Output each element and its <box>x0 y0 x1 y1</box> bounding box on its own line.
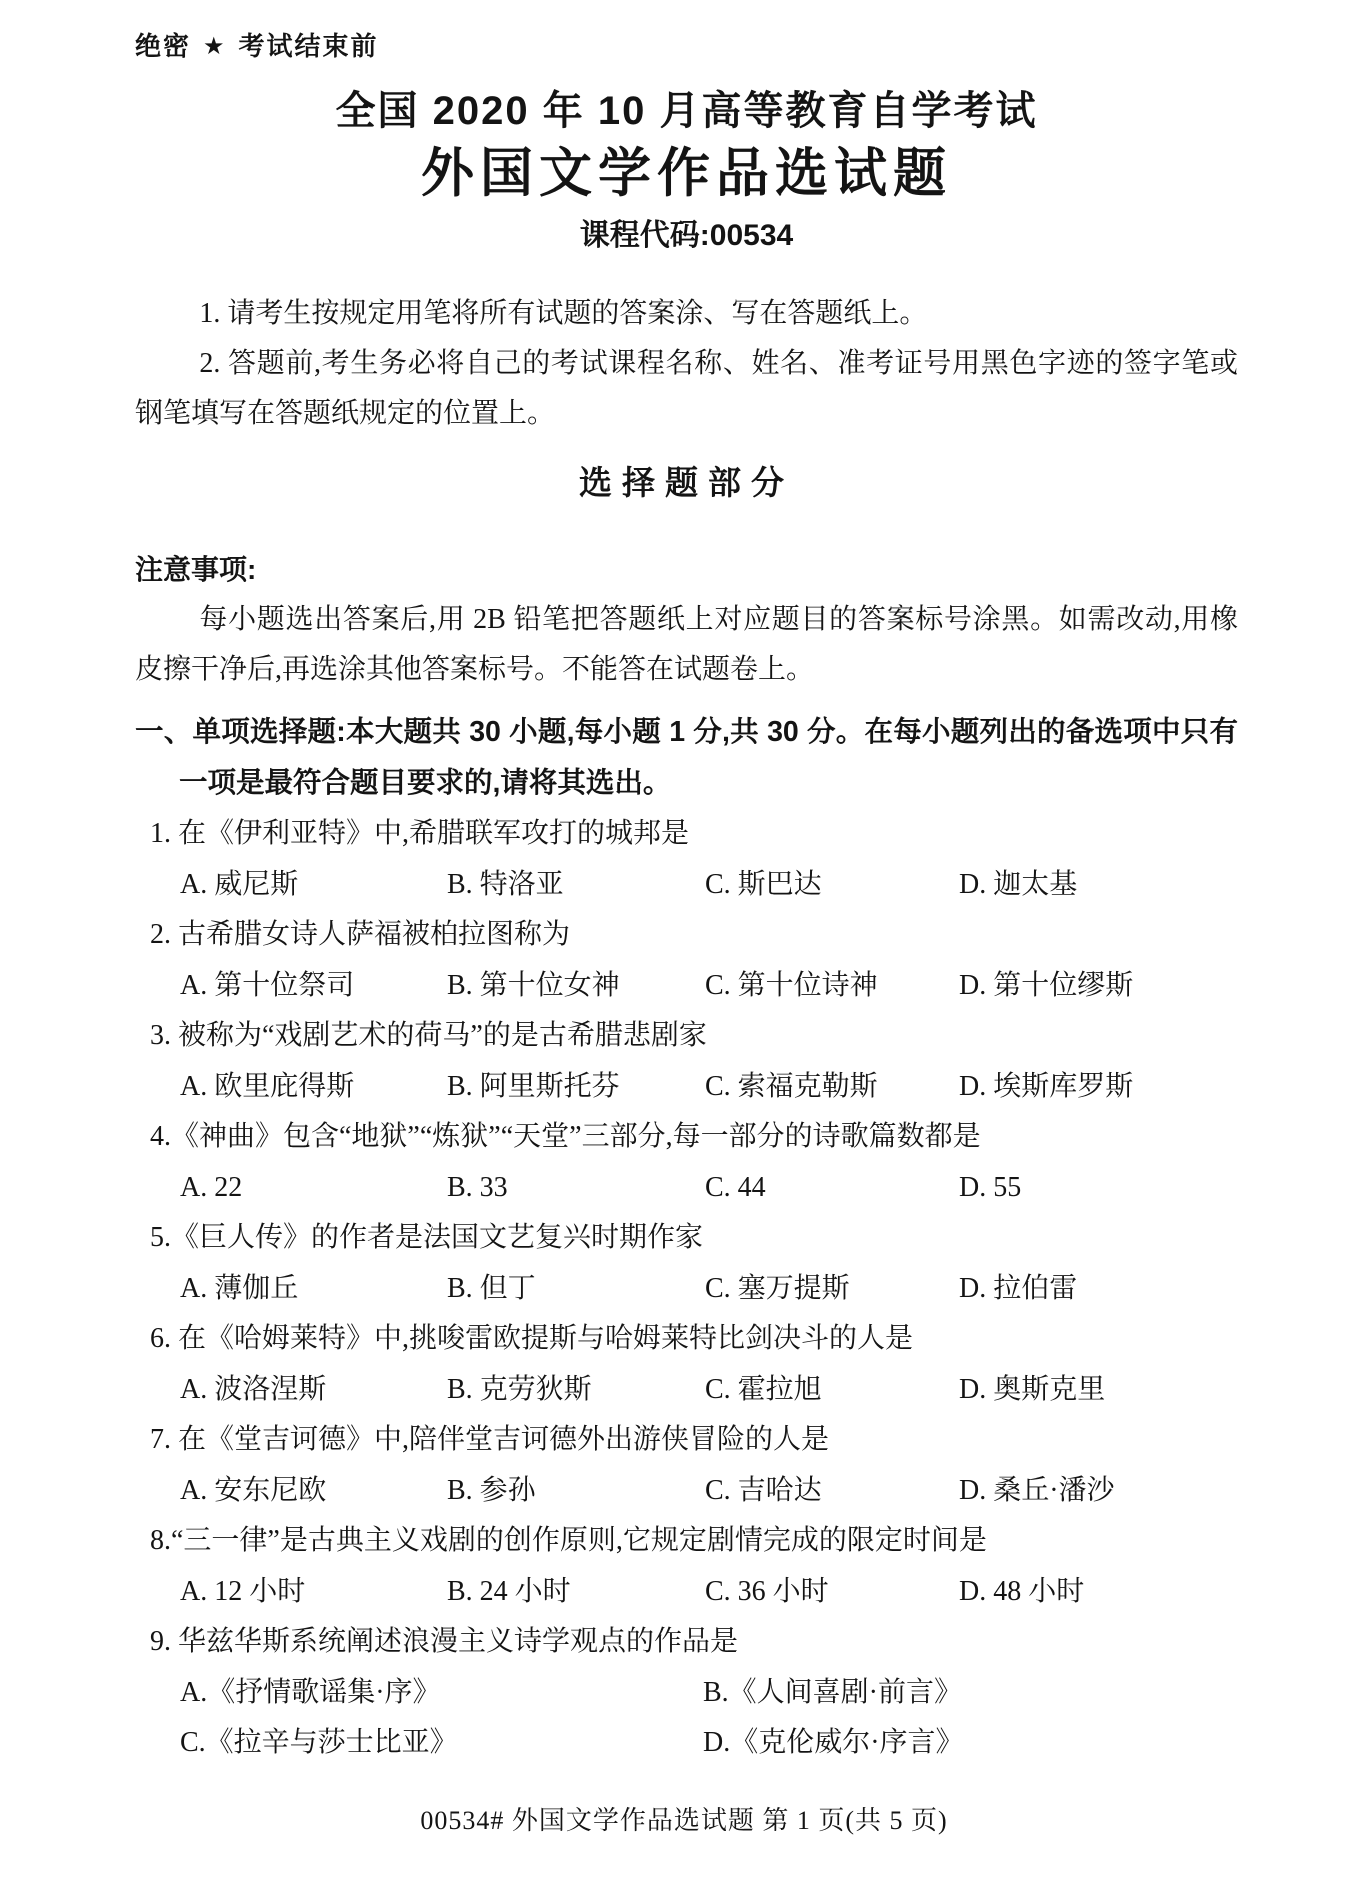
page-footer: 00534# 外国文学作品选试题 第 1 页(共 5 页) <box>420 1806 948 1835</box>
option-b: B. 33 <box>447 1171 508 1203</box>
option-a: A. 安东尼欧 <box>180 1474 327 1506</box>
option-c: C. 索福克勒斯 <box>705 1070 878 1102</box>
instruction-item-2: 2. 答题前,考生务必将自己的考试课程名称、姓名、准考证号用黑色字迹的签字笔或钢笔填写在答题纸规定的位置上。 <box>135 348 1238 429</box>
option-b: B. 克劳狄斯 <box>447 1373 592 1405</box>
option-b: B. 第十位女神 <box>447 969 620 1001</box>
question-1 <box>135 809 1238 910</box>
question-stem: 4.《神曲》包含“地狱”“炼狱”“天堂”三部分,每一部分的诗歌篇数都是 <box>150 1121 981 1152</box>
option-c: C. 吉哈达 <box>705 1474 822 1506</box>
option-d: D. 奥斯克里 <box>959 1373 1106 1405</box>
question-stem: 1. 在《伊利亚特》中,希腊联军攻打的城邦是 <box>150 818 690 849</box>
question-8 <box>135 1516 1238 1617</box>
option-a: A. 欧里庇得斯 <box>180 1070 355 1102</box>
option-b: B.《人间喜剧·前言》 <box>703 1676 963 1708</box>
notes-title: 注意事项: <box>135 554 257 585</box>
option-d: D. 55 <box>959 1171 1022 1203</box>
option-a: A. 威尼斯 <box>180 868 299 900</box>
exam-phase-label: 考试结束前 <box>238 31 379 61</box>
notes-body: 每小题选出答案后,用 2B 铅笔把答题纸上对应题目的答案标号涂黑。如需改动,用橡皮擦干净后,再选涂其他答案标号。不能答在试题卷上。 <box>135 604 1238 685</box>
option-a: A.《抒情歌谣集·序》 <box>180 1676 441 1708</box>
question-3 <box>135 1011 1238 1112</box>
option-b: B. 但丁 <box>447 1272 536 1304</box>
option-a: A. 波洛涅斯 <box>180 1373 327 1405</box>
exam-session-title: 全国 2020 年 10 月高等教育自学考试 <box>335 89 1038 133</box>
security-classification-line <box>135 30 1238 63</box>
question-7 <box>135 1415 1238 1516</box>
question-options <box>180 1466 1238 1517</box>
question-options <box>180 1163 1238 1214</box>
question-stem: 6. 在《哈姆莱特》中,挑唆雷欧提斯与哈姆莱特比剑决斗的人是 <box>150 1323 914 1354</box>
question-5 <box>135 1213 1238 1314</box>
question-stem: 3. 被称为“戏剧艺术的荷马”的是古希腊悲剧家 <box>150 1020 707 1051</box>
part-one-heading: 一、单项选择题:本大题共 30 小题,每小题 1 分,共 30 分。在每小题列出的备选项中只有一项是最符合题目要求的,请将其选出。 <box>135 716 1238 799</box>
choice-section-title: 选择题部分 <box>579 464 794 501</box>
option-c: C. 36 小时 <box>705 1575 829 1607</box>
option-a: A. 12 小时 <box>180 1575 306 1607</box>
question-options <box>180 1062 1238 1113</box>
option-d: D. 拉伯雷 <box>959 1272 1078 1304</box>
option-c: C. 塞万提斯 <box>705 1272 850 1304</box>
question-6 <box>135 1314 1238 1415</box>
question-options <box>180 1365 1238 1416</box>
option-d: D. 48 小时 <box>959 1575 1085 1607</box>
option-d: D.《克伦威尔·序言》 <box>703 1727 964 1758</box>
general-instructions <box>135 289 1238 439</box>
star-icon: ★ <box>203 33 227 60</box>
question-options <box>180 1668 1238 1769</box>
option-d: D. 迦太基 <box>959 868 1078 900</box>
option-b: B. 特洛亚 <box>447 868 564 900</box>
option-a: A. 22 <box>180 1171 243 1203</box>
course-code: 课程代码:00534 <box>579 219 794 252</box>
instruction-item-1: 1. 请考生按规定用笔将所有试题的答案涂、写在答题纸上。 <box>199 298 928 329</box>
question-options <box>180 1264 1238 1315</box>
option-c: C. 霍拉旭 <box>705 1373 822 1405</box>
question-stem: 9. 华兹华斯系统阐述浪漫主义诗学观点的作品是 <box>150 1626 739 1657</box>
option-c: C. 第十位诗神 <box>705 969 878 1001</box>
option-b: B. 参孙 <box>447 1474 536 1506</box>
question-stem: 8.“三一律”是古典主义戏剧的创作原则,它规定剧情完成的限定时间是 <box>150 1525 987 1556</box>
classification-label: 绝密 <box>135 31 192 61</box>
option-d: D. 埃斯库罗斯 <box>959 1070 1134 1102</box>
question-options <box>180 1567 1238 1618</box>
question-stem: 2. 古希腊女诗人萨福被柏拉图称为 <box>150 919 571 950</box>
option-d: D. 桑丘·潘沙 <box>959 1474 1115 1506</box>
option-c: C. 44 <box>705 1171 766 1203</box>
question-options <box>180 860 1238 911</box>
option-a: A. 薄伽丘 <box>180 1272 299 1304</box>
question-list <box>135 809 1238 1769</box>
option-c: C.《拉辛与莎士比亚》 <box>180 1727 458 1758</box>
option-d: D. 第十位缪斯 <box>959 969 1134 1001</box>
question-4 <box>135 1112 1238 1213</box>
question-stem: 5.《巨人传》的作者是法国文艺复兴时期作家 <box>150 1222 704 1253</box>
question-2 <box>135 910 1238 1011</box>
question-9 <box>135 1617 1238 1769</box>
option-c: C. 斯巴达 <box>705 868 822 900</box>
option-b: B. 24 小时 <box>447 1575 571 1607</box>
question-options <box>180 961 1238 1012</box>
option-b: B. 阿里斯托芬 <box>447 1070 620 1102</box>
option-a: A. 第十位祭司 <box>180 969 355 1001</box>
paper-title: 外国文学作品选试题 <box>421 144 952 203</box>
question-stem: 7. 在《堂吉诃德》中,陪伴堂吉诃德外出游侠冒险的人是 <box>150 1424 830 1455</box>
